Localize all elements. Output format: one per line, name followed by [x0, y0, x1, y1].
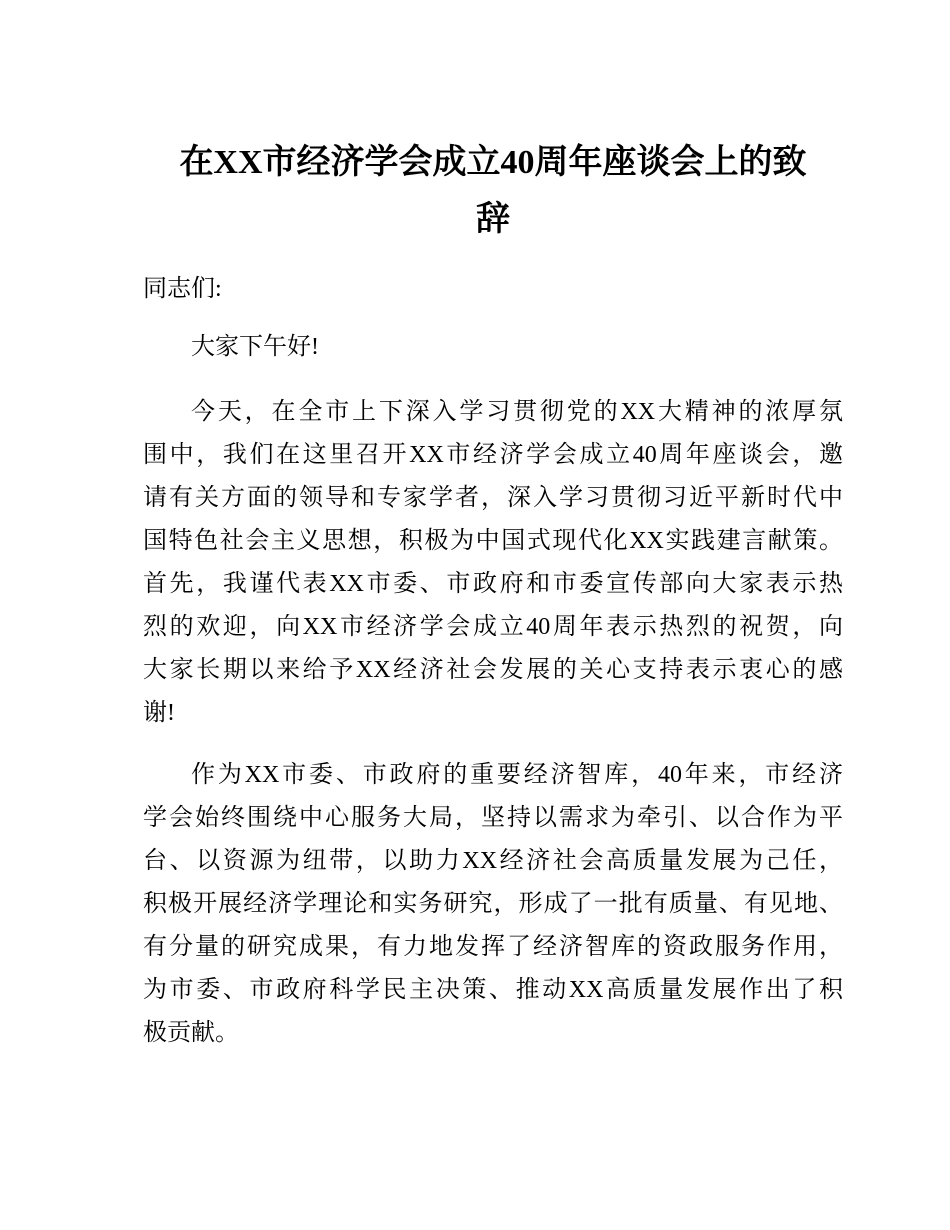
- paragraph: [143, 326, 843, 369]
- paragraph: [143, 391, 843, 735]
- text-line: 学会始终围绕中心服务大局，坚持以需求为牵引、以合作为平: [143, 805, 843, 831]
- paragraph: [143, 268, 843, 311]
- document-body: [143, 268, 843, 1055]
- title-line: 在XX市经济学会成立40周年座谈会上的致: [179, 144, 807, 181]
- text-line: 国特色社会主义思想，积极为中国式现代化XX实践建言献策。: [143, 528, 843, 554]
- text-line: 同志们:: [143, 276, 222, 302]
- text-line: 有分量的研究成果，有力地发挥了经济智库的资政服务作用，: [143, 934, 843, 960]
- text-line: 台、以资源为纽带，以助力XX经济社会高质量发展为己任，: [143, 848, 843, 874]
- text-line: 今天，在全市上下深入学习贯彻党的XX大精神的浓厚氛: [191, 399, 843, 425]
- paragraph: [143, 754, 843, 1055]
- text-line: 大家长期以来给予XX经济社会发展的关心支持表示衷心的感: [143, 657, 843, 683]
- document-title: [143, 134, 843, 248]
- text-line: 大家下午好!: [191, 334, 319, 360]
- text-line: 作为XX市委、市政府的重要经济智库，40年来，市经济: [191, 762, 843, 788]
- text-line: 极贡献。: [143, 1020, 239, 1046]
- text-line: 积极开展经济学理论和实务研究，形成了一批有质量、有见地、: [143, 891, 843, 917]
- text-line: 请有关方面的领导和专家学者，深入学习贯彻习近平新时代中: [143, 485, 843, 511]
- text-line: 围中，我们在这里召开XX市经济学会成立40周年座谈会，邀: [143, 442, 843, 468]
- text-line: 烈的欢迎，向XX市经济学会成立40周年表示热烈的祝贺，向: [143, 614, 843, 640]
- text-line: 为市委、市政府科学民主决策、推动XX高质量发展作出了积: [143, 977, 843, 1003]
- text-line: 首先，我谨代表XX市委、市政府和市委宣传部向大家表示热: [143, 571, 843, 597]
- text-line: 谢!: [143, 700, 175, 726]
- title-line: 辞: [476, 201, 510, 238]
